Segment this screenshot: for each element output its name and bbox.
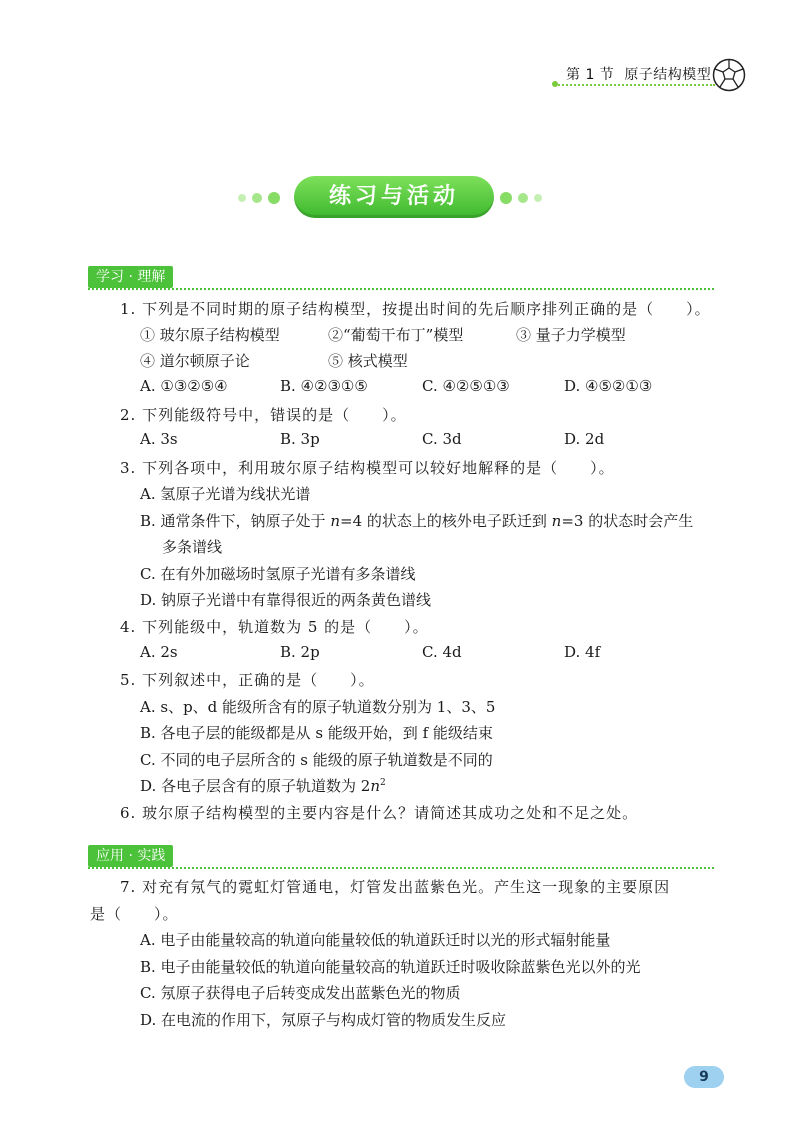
- q1-item: ⑤ 核式模型: [328, 352, 408, 370]
- q7-option-b: B. 电子由能量较低的轨道向能量较高的轨道跃迁时吸收除蓝紫色光以外的光: [140, 958, 641, 976]
- q7-option-c: C. 氖原子获得电子后转变成发出蓝紫色光的物质: [140, 984, 461, 1002]
- q3-b-text: =4 的状态上的核外电子跃迁到: [340, 512, 552, 530]
- q5-d-text: D. 各电子层含有的原子轨道数为 2: [140, 777, 371, 795]
- q5-option-c: C. 不同的电子层所含的 s 能级的原子轨道数是不同的: [140, 751, 493, 769]
- section-rule: [88, 288, 714, 290]
- q1-option: D. ④⑤②①③: [564, 377, 653, 395]
- banner-dot: [534, 194, 542, 202]
- q3-option-c: C. 在有外加磁场时氢原子光谱有多条谱线: [140, 565, 416, 583]
- question-5-stem: 5. 下列叙述中，正确的是（ ）。: [120, 671, 375, 689]
- q3-b-text: =3 的状态时会产生: [561, 512, 694, 530]
- q7-option-d: D. 在电流的作用下，氖原子与构成灯管的物质发生反应: [140, 1011, 507, 1029]
- question-3-stem: 3. 下列各项中，利用玻尔原子结构模型可以较好地解释的是（ ）。: [120, 459, 615, 477]
- question-2-stem: 2. 下列能级符号中，错误的是（ ）。: [120, 406, 407, 424]
- banner-title: 练习与活动: [328, 184, 459, 209]
- question-1-stem: 1. 下列是不同时期的原子结构模型，按提出时间的先后顺序排列正确的是（ ）。: [120, 300, 711, 318]
- q5-d-sup: 2: [380, 778, 386, 788]
- q1-option: C. ④②⑤①③: [422, 377, 510, 395]
- question-4-stem: 4. 下列能级中，轨道数为 5 的是（ ）。: [120, 618, 429, 636]
- q4-option: C. 4d: [422, 643, 462, 661]
- header-section: 第 1 节: [566, 67, 615, 83]
- banner-dot: [268, 192, 280, 204]
- q2-option: A. 3s: [140, 430, 178, 448]
- section-label-study: 学习 · 理解: [88, 266, 173, 288]
- q4-option: D. 4f: [564, 643, 601, 661]
- banner-dot: [518, 193, 528, 203]
- exercise-banner: [294, 176, 494, 218]
- q1-option: A. ①③②⑤④: [140, 377, 228, 395]
- q3-b-var: n: [330, 512, 341, 530]
- q5-option-d: [140, 775, 386, 796]
- question-7-stem: 7. 对充有氖气的霓虹灯管通电，灯管发出蓝紫色光。产生这一现象的主要原因: [120, 878, 671, 896]
- q2-option: C. 3d: [422, 430, 462, 448]
- header-title: 原子结构模型: [624, 67, 712, 83]
- section-label-apply: 应用 · 实践: [88, 845, 173, 867]
- q5-option-b: B. 各电子层的能级都是从 s 能级开始，到 f 能级结束: [140, 724, 493, 742]
- q4-option: B. 2p: [280, 643, 320, 661]
- q1-item: ④ 道尔顿原子论: [140, 352, 250, 370]
- q5-option-a: A. s、p、d 能级所含有的原子轨道数分别为 1、3、5: [140, 698, 496, 716]
- q3-option-d: D. 钠原子光谱中有靠得很近的两条黄色谱线: [140, 591, 432, 609]
- soccer-ball-icon: [712, 58, 746, 92]
- banner-dot: [238, 194, 246, 202]
- q1-option: B. ④②③①⑤: [280, 377, 368, 395]
- banner-dot: [252, 193, 262, 203]
- question-6-stem: 6. 玻尔原子结构模型的主要内容是什么？请简述其成功之处和不足之处。: [120, 804, 639, 822]
- q3-option-b-cont: 多条谱线: [162, 538, 223, 556]
- question-7-stem-cont: 是（ ）。: [90, 905, 179, 923]
- q3-b-text: B. 通常条件下，钠原子处于: [140, 512, 331, 530]
- header-rule: [555, 84, 715, 86]
- q5-d-var: n: [370, 777, 381, 795]
- q1-item: ②“葡萄干布丁”模型: [328, 326, 464, 344]
- page-number: 9: [684, 1066, 724, 1088]
- q2-option: D. 2d: [564, 430, 605, 448]
- q1-item: ① 玻尔原子结构模型: [140, 326, 280, 344]
- q4-option: A. 2s: [140, 643, 178, 661]
- q3-b-var: n: [551, 512, 562, 530]
- q2-option: B. 3p: [280, 430, 320, 448]
- q7-option-a: A. 电子由能量较高的轨道向能量较低的轨道跃迁时以光的形式辐射能量: [140, 931, 611, 949]
- q1-item: ③ 量子力学模型: [516, 326, 626, 344]
- banner-dot: [500, 192, 512, 204]
- running-header: [566, 64, 711, 84]
- q3-option-b: [140, 510, 693, 531]
- q3-option-a: A. 氢原子光谱为线状光谱: [140, 485, 311, 503]
- section-rule: [88, 867, 714, 869]
